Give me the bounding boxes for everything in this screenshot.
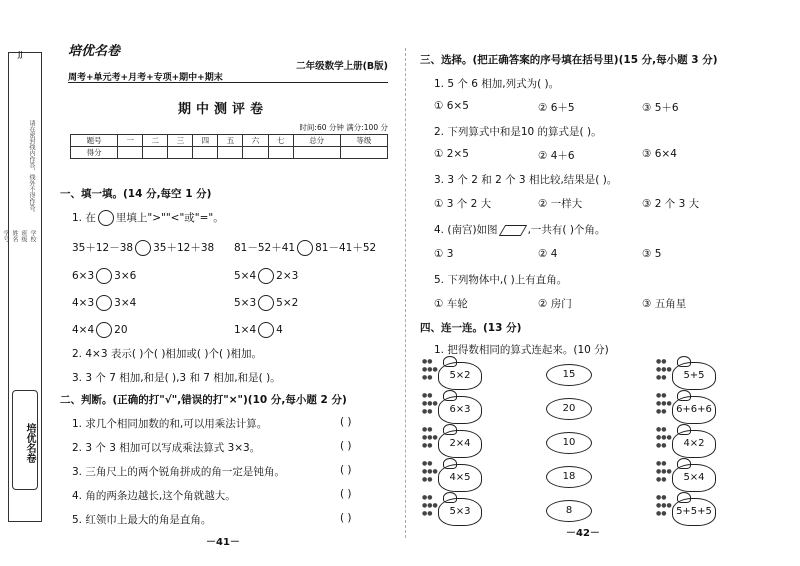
score-cell[interactable] [293, 147, 340, 159]
match-middle[interactable]: 20 [546, 398, 592, 420]
choice-option[interactable]: ② 一样大 [538, 198, 583, 210]
choice-option[interactable]: ② 房门 [538, 298, 572, 310]
answer-circle[interactable] [258, 268, 274, 284]
score-cell: 总分 [293, 135, 340, 147]
answer-circle[interactable] [96, 268, 112, 284]
q1-prompt [72, 210, 224, 226]
brand-logo: 培优名卷 [68, 44, 121, 59]
score-cell: 七 [268, 135, 293, 147]
strip-fields [2, 230, 37, 246]
match-right[interactable]: 6+6+6 [672, 396, 716, 424]
match-middle[interactable]: 18 [546, 466, 592, 488]
score-table [70, 134, 388, 159]
choice-option[interactable]: ③ 5＋6 [642, 102, 679, 114]
score-cell: 题号 [71, 135, 118, 147]
answer-circle[interactable] [258, 295, 274, 311]
choice-question: 1. 5 个 6 相加,列式为( )。 [434, 78, 560, 90]
score-cell: 五 [218, 135, 243, 147]
header-rule [68, 82, 388, 83]
answer-circle[interactable] [96, 322, 112, 338]
section-2-title: 二、判断。(正确的打"√",错误的打"×")(10 分,每小题 2 分) [60, 394, 347, 406]
exam-meta: 时间:60 分钟 满分:100 分 [299, 123, 388, 132]
choice-option[interactable]: ② 4 [538, 248, 558, 260]
q1-label: 1. 在 [72, 212, 96, 224]
score-cell[interactable] [168, 147, 193, 159]
answer-paren[interactable]: ( ) [340, 512, 352, 524]
score-cell[interactable] [193, 147, 218, 159]
match-middle[interactable]: 15 [546, 364, 592, 386]
judge-item: 2. 3 个 3 相加可以写成乘法算式 3×3。 [72, 442, 261, 454]
field-class: 班级 [20, 230, 27, 242]
left-page [58, 40, 388, 548]
score-cell: 二 [143, 135, 168, 147]
strip-notes: 请在密封线内作答，线外不得作答。 [28, 120, 35, 216]
compare-item: 4×4 20 [72, 324, 128, 336]
choice-option[interactable]: ③ 5 [642, 248, 662, 260]
answer-circle[interactable] [297, 240, 313, 256]
choice-option[interactable]: ① 3 [434, 248, 454, 260]
choice-question: 4. (南宫)如图 ,一共有( )个角。 [434, 224, 606, 236]
judge-item: 1. 求几个相同加数的和,可以用乘法计算。 [72, 418, 268, 430]
judge-item: 4. 角的两条边越长,这个角就越大。 [72, 490, 236, 502]
match-middle[interactable]: 10 [546, 432, 592, 454]
score-cell[interactable] [143, 147, 168, 159]
circle-blank [98, 210, 114, 226]
parallelogram-figure [498, 225, 526, 236]
choice-option[interactable]: ② 4＋6 [538, 150, 575, 162]
page-title: 期中测评卷 [177, 102, 268, 117]
field-id: 学号 [2, 230, 9, 242]
judge-item: 5. 红领巾上最大的角是直角。 [72, 514, 212, 526]
match-right[interactable]: 5×4 [672, 464, 716, 492]
score-row-values [71, 147, 388, 159]
answer-paren[interactable]: ( ) [340, 464, 352, 476]
score-row-header [71, 135, 388, 147]
match-left[interactable]: 2×4 [438, 430, 482, 458]
section-3-title: 三、选择。(把正确答案的序号填在括号里)(15 分,每小题 3 分) [420, 54, 718, 66]
judge-item: 3. 三角尺上的两个锐角拼成的角一定是钝角。 [72, 466, 285, 478]
score-cell[interactable] [243, 147, 268, 159]
choice-option[interactable]: ③ 6×4 [642, 148, 677, 160]
choice-option[interactable]: ① 2×5 [434, 148, 469, 160]
match-right[interactable]: 5+5+5 [672, 498, 716, 526]
answer-circle[interactable] [96, 295, 112, 311]
choice-question: 5. 下列物体中,( )上有直角。 [434, 274, 568, 286]
score-cell[interactable] [340, 147, 387, 159]
match-right[interactable]: 5+5 [672, 362, 716, 390]
choice-option[interactable]: ① 3 个 2 大 [434, 198, 492, 210]
field-name: 姓名 [11, 230, 18, 242]
compare-item: 5×4 2×3 [234, 270, 299, 282]
score-cell: 六 [243, 135, 268, 147]
page-number-right: －42－ [566, 528, 600, 539]
match-left[interactable]: 5×2 [438, 362, 482, 390]
match-middle[interactable]: 8 [546, 500, 592, 522]
strip-mark: JJ [18, 50, 23, 59]
q2: 2. 4×3 表示( )个( )相加或( )个( )相加。 [72, 348, 262, 360]
choice-question: 3. 3 个 2 和 2 个 3 相比较,结果是( )。 [434, 174, 618, 186]
compare-item: 5×3 5×2 [234, 297, 299, 309]
compare-item: 35＋12－38 35＋12＋38 [72, 242, 215, 254]
answer-circle[interactable] [135, 240, 151, 256]
score-cell: 得分 [71, 147, 118, 159]
score-cell: 三 [168, 135, 193, 147]
match-right[interactable]: 4×2 [672, 430, 716, 458]
q1-instruction: 里填上">""<"或"="。 [115, 212, 224, 224]
answer-paren[interactable]: ( ) [340, 488, 352, 500]
choice-option[interactable]: ② 6＋5 [538, 102, 575, 114]
compare-item: 6×3 3×6 [72, 270, 137, 282]
score-cell[interactable] [218, 147, 243, 159]
section-4-title: 四、连一连。(13 分) [420, 322, 522, 334]
score-cell[interactable] [118, 147, 143, 159]
score-cell[interactable] [268, 147, 293, 159]
choice-option[interactable]: ① 车轮 [434, 298, 468, 310]
page-fold [405, 48, 406, 538]
compare-item: 81－52＋41 81－41＋52 [234, 242, 377, 254]
score-cell: 等级 [340, 135, 387, 147]
match-left[interactable]: 4×5 [438, 464, 482, 492]
choice-question: 2. 下列算式中和是10 的算式是( )。 [434, 126, 602, 138]
brand-subtitle: 周考+单元考+月考+专项+期中+期末 [68, 73, 223, 83]
strip-logo: 培优名卷 [12, 390, 38, 490]
match-left[interactable]: 5×3 [438, 498, 482, 526]
grade-label: 二年级数学上册(B版) [296, 61, 388, 72]
choice-option[interactable]: ③ 2 个 3 大 [642, 198, 700, 210]
choice-option[interactable]: ① 6×5 [434, 100, 469, 112]
score-cell: 一 [118, 135, 143, 147]
answer-paren[interactable]: ( ) [340, 440, 352, 452]
answer-circle[interactable] [258, 322, 274, 338]
q3: 3. 3 个 7 相加,和是( ),3 和 7 相加,和是( )。 [72, 372, 281, 384]
right-page [420, 52, 770, 542]
section-1-title: 一、填一填。(14 分,每空 1 分) [60, 188, 212, 200]
match-left[interactable]: 6×3 [438, 396, 482, 424]
page-number-left: －41－ [206, 537, 240, 548]
compare-item: 4×3 3×4 [72, 297, 137, 309]
score-cell: 四 [193, 135, 218, 147]
field-school: 学校 [29, 230, 36, 242]
compare-item: 1×4 4 [234, 324, 283, 336]
q4-1-prompt: 1. 把得数相同的算式连起来。(10 分) [434, 344, 609, 356]
choice-option[interactable]: ③ 五角星 [642, 298, 687, 310]
answer-paren[interactable]: ( ) [340, 416, 352, 428]
